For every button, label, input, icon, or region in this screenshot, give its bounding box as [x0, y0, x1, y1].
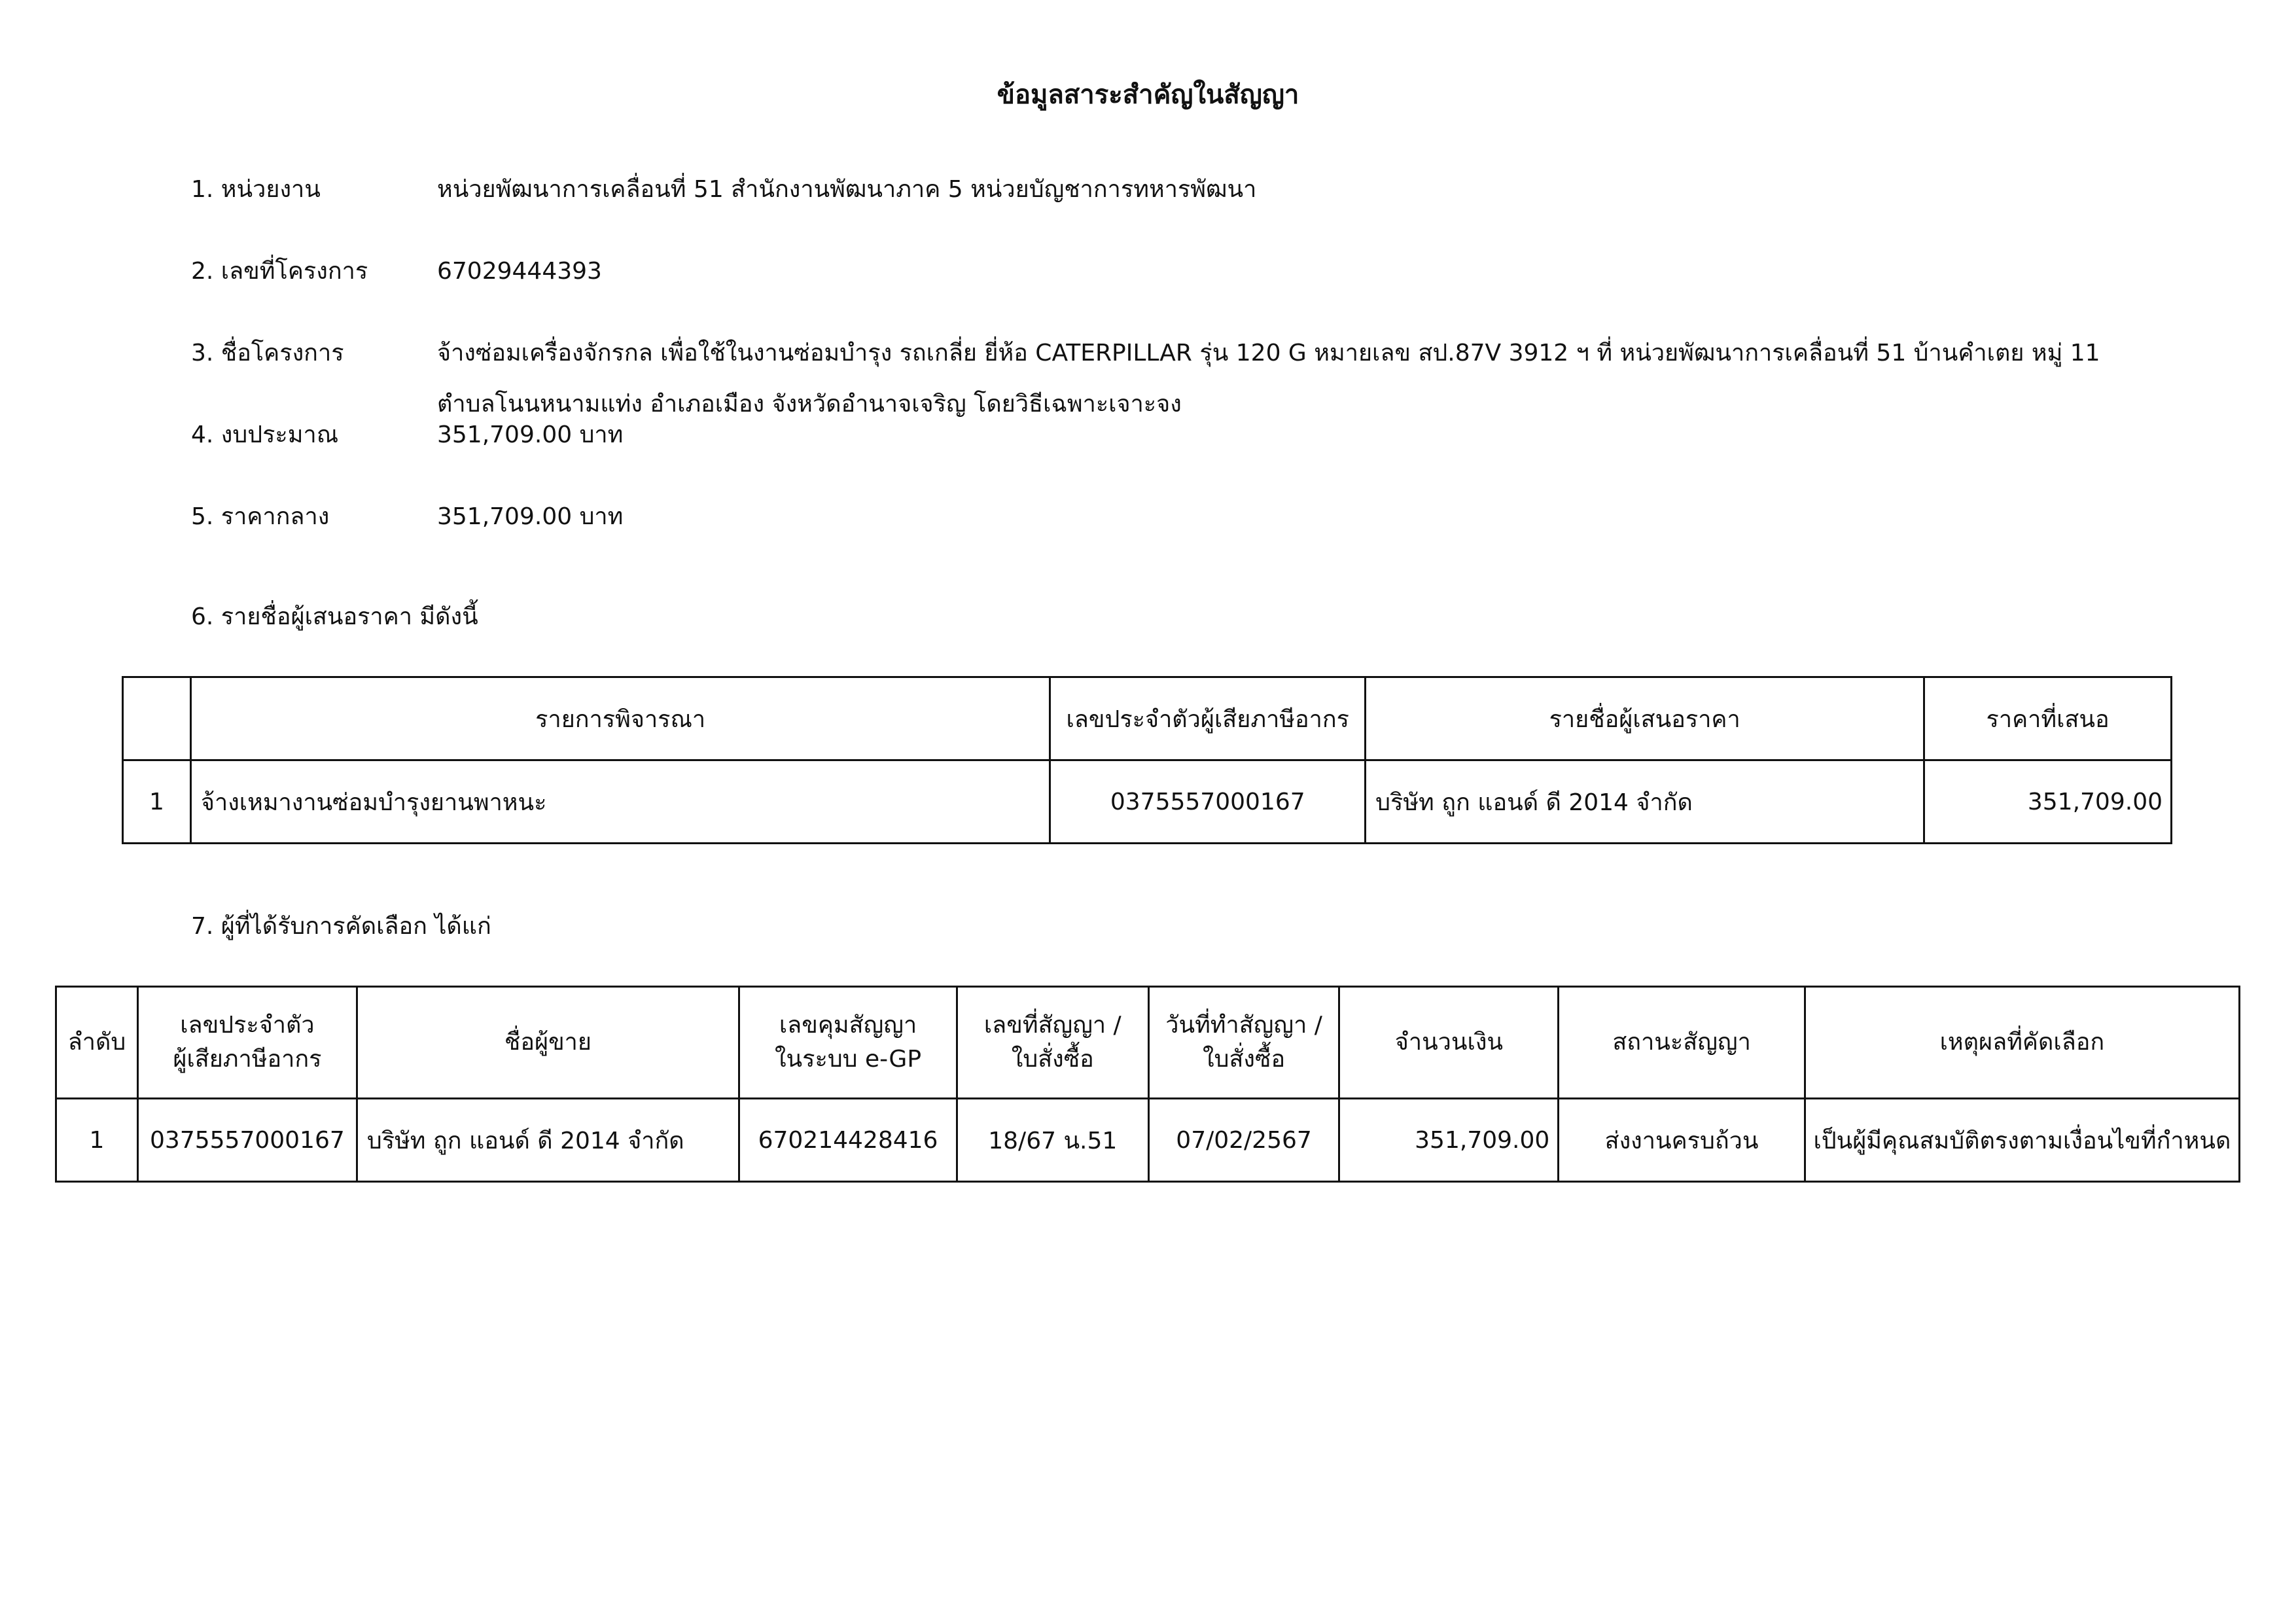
winners-header-contract-date: วันที่ทำสัญญา / ใบสั่งซื้อ — [1148, 987, 1339, 1099]
bidders-cell-taxid: 0375557000167 — [1050, 760, 1366, 844]
bidders-header-price: ราคาที่เสนอ — [1924, 677, 2172, 760]
winners-cell-contract-no: 18/67 น.51 — [957, 1099, 1148, 1182]
bidders-cell-price: 351,709.00 — [1924, 760, 2172, 844]
winners-header-egp: เลขคุมสัญญา ในระบบ e-GP — [739, 987, 957, 1099]
bidders-table — [122, 676, 2172, 844]
winners-header-reason: เหตุผลที่คัดเลือก — [1805, 987, 2239, 1099]
winners-header-seq: ลำดับ — [56, 987, 138, 1099]
winners-cell-seq: 1 — [56, 1099, 138, 1182]
winners-cell-egp: 670214428416 — [739, 1099, 957, 1182]
project-name-line2: ตำบลโนนหนามแท่ง อำเภอเมือง จังหวัดอำนาจเจริญ โดยวิธีเฉพาะเจาะจง — [437, 391, 1182, 418]
winners-cell-amount: 351,709.00 — [1339, 1099, 1559, 1182]
bidders-header-bidder: รายชื่อผู้เสนอราคา — [1366, 677, 1924, 760]
winners-header-status: สถานะสัญญา — [1559, 987, 1805, 1099]
median-price-label: 5. ราคากลาง — [191, 503, 330, 530]
agency-label: 1. หน่วยงาน — [191, 176, 321, 203]
bidders-header-item: รายการพิจารณา — [190, 677, 1050, 760]
bidders-header-taxid: เลขประจำตัวผู้เสียภาษีอากร — [1050, 677, 1366, 760]
bidders-header-no — [123, 677, 191, 760]
bidders-heading: 6. รายชื่อผู้เสนอราคา มีดังนี้ — [191, 603, 478, 630]
project-no-value: 67029444393 — [437, 258, 602, 285]
project-no-label: 2. เลขที่โครงการ — [191, 258, 368, 285]
project-name-line1: จ้างซ่อมเครื่องจักรกล เพื่อใช้ในงานซ่อมบำรุง รถเกลี่ย ยี่ห้อ CATERPILLAR รุ่น 120 G หมายเลข สป.87V 3912 ฯ ที่ หน่วยพัฒนาการเคลื่อนที่ 51 บ้านคำเตย หมู่ 11 — [437, 340, 2100, 366]
winners-table — [55, 986, 2240, 1183]
table-header-row — [123, 677, 2172, 760]
bidders-cell-no: 1 — [123, 760, 191, 844]
budget-value: 351,709.00 บาท — [437, 421, 624, 448]
winners-header-taxid: เลขประจำตัว ผู้เสียภาษีอากร — [137, 987, 357, 1099]
project-name-label: 3. ชื่อโครงการ — [191, 340, 344, 366]
winners-header-contract-no: เลขที่สัญญา / ใบสั่งซื้อ — [957, 987, 1148, 1099]
winners-cell-taxid: 0375557000167 — [137, 1099, 357, 1182]
winners-cell-status: ส่งงานครบถ้วน — [1559, 1099, 1805, 1182]
winners-cell-seller: บริษัท ถูก แอนด์ ดี 2014 จำกัด — [357, 1099, 739, 1182]
bidders-cell-item: จ้างเหมางานซ่อมบำรุงยานพาหนะ — [190, 760, 1050, 844]
winners-cell-contract-date: 07/02/2567 — [1148, 1099, 1339, 1182]
winners-cell-reason: เป็นผู้มีคุณสมบัติตรงตามเงื่อนไขที่กำหนด — [1805, 1099, 2239, 1182]
table-row — [123, 760, 2172, 844]
median-price-value: 351,709.00 บาท — [437, 503, 624, 530]
table-header-row — [56, 987, 2240, 1099]
winners-heading: 7. ผู้ที่ได้รับการคัดเลือก ได้แก่ — [191, 913, 491, 940]
agency-value: หน่วยพัฒนาการเคลื่อนที่ 51 สำนักงานพัฒนาภาค 5 หน่วยบัญชาการทหารพัฒนา — [437, 176, 1257, 203]
document-title: ข้อมูลสาระสำคัญในสัญญา — [997, 80, 1299, 110]
winners-header-seller: ชื่อผู้ขาย — [357, 987, 739, 1099]
budget-label: 4. งบประมาณ — [191, 421, 339, 448]
bidders-cell-bidder: บริษัท ถูก แอนด์ ดี 2014 จำกัด — [1366, 760, 1924, 844]
table-row — [56, 1099, 2240, 1182]
winners-header-amount: จำนวนเงิน — [1339, 987, 1559, 1099]
